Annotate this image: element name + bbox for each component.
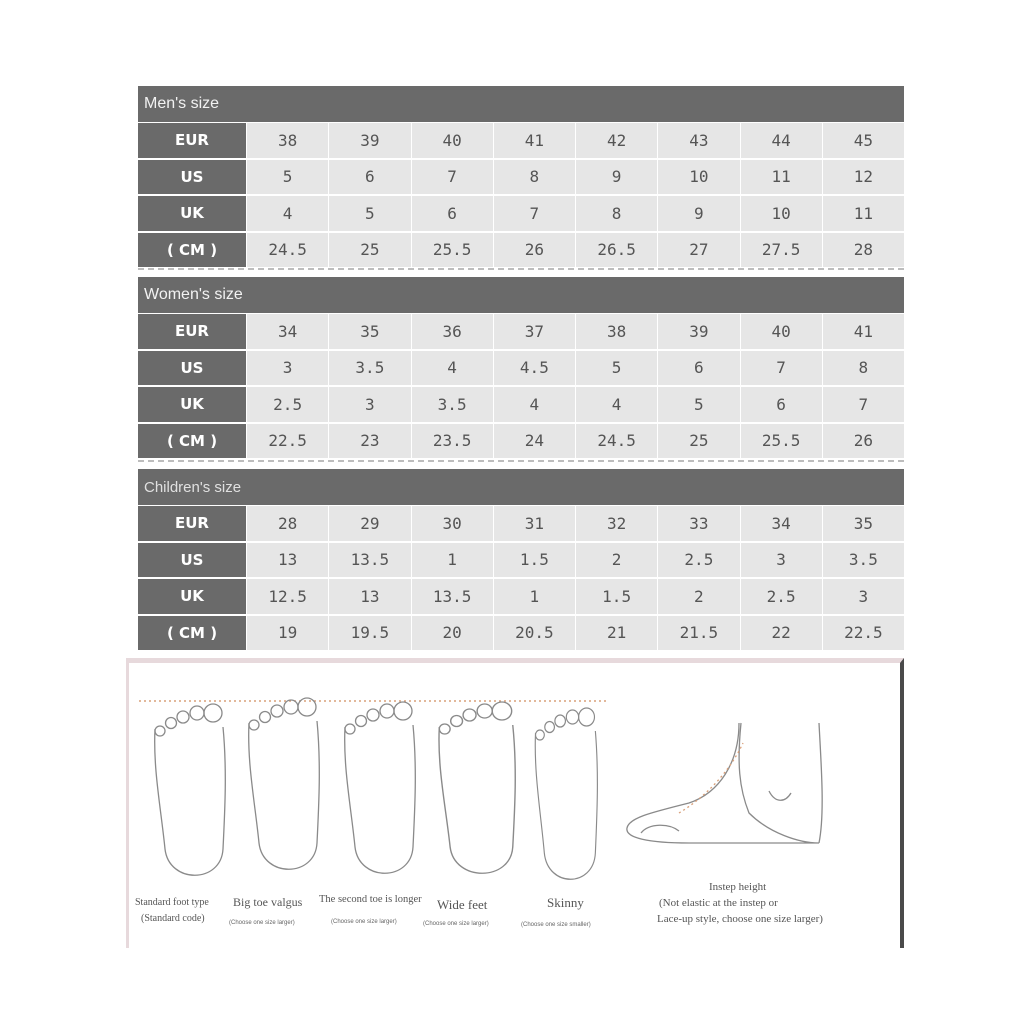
foot-types-panel bbox=[126, 658, 904, 948]
row-label-uk: UK bbox=[138, 579, 246, 614]
size-cell: 37 bbox=[494, 314, 575, 349]
size-cell: 41 bbox=[823, 314, 904, 349]
foot-outline-icon bbox=[345, 702, 416, 873]
row-label-uk: UK bbox=[138, 387, 246, 422]
childrens-size-table bbox=[138, 505, 904, 650]
size-cell: 3 bbox=[329, 387, 410, 422]
big-toe-label: Big toe valgus bbox=[233, 895, 303, 909]
size-cell: 25 bbox=[329, 233, 410, 268]
size-cell: 11 bbox=[741, 160, 822, 195]
size-cell: 13.5 bbox=[329, 543, 410, 578]
size-cell: 21.5 bbox=[658, 616, 739, 651]
size-cell: 32 bbox=[576, 506, 657, 541]
second-toe-label: The second toe is longer bbox=[319, 894, 422, 905]
size-cell: 36 bbox=[412, 314, 493, 349]
size-cell: 13 bbox=[329, 579, 410, 614]
size-cell: 7 bbox=[823, 387, 904, 422]
size-cell: 26 bbox=[494, 233, 575, 268]
size-cell: 6 bbox=[658, 351, 739, 386]
instep-height-label: Instep height bbox=[709, 881, 767, 893]
size-cell: 13 bbox=[247, 543, 328, 578]
childrens-size-header: Children's size bbox=[138, 469, 904, 505]
size-cell: 22 bbox=[741, 616, 822, 651]
size-cell: 34 bbox=[247, 314, 328, 349]
row-label-us: US bbox=[138, 160, 246, 195]
row-label-cm: ( CM ) bbox=[138, 616, 246, 651]
row-label-uk: UK bbox=[138, 196, 246, 231]
size-cell: 3.5 bbox=[329, 351, 410, 386]
size-cell: 8 bbox=[494, 160, 575, 195]
size-cell: 7 bbox=[494, 196, 575, 231]
size-cell: 40 bbox=[412, 123, 493, 158]
womens-size-section bbox=[138, 277, 904, 458]
second-toe-sub: (Choose one size larger) bbox=[331, 919, 397, 925]
size-cell: 2 bbox=[658, 579, 739, 614]
size-cell: 25 bbox=[658, 424, 739, 459]
size-cell: 6 bbox=[329, 160, 410, 195]
size-cell: 23.5 bbox=[412, 424, 493, 459]
size-cell: 19.5 bbox=[329, 616, 410, 651]
row-label-eur: EUR bbox=[138, 506, 246, 541]
childrens-size-section bbox=[138, 469, 904, 650]
row-label-us: US bbox=[138, 351, 246, 386]
size-cell: 19 bbox=[247, 616, 328, 651]
size-cell: 11 bbox=[823, 196, 904, 231]
size-cell: 2.5 bbox=[247, 387, 328, 422]
size-cell: 9 bbox=[658, 196, 739, 231]
size-cell: 25.5 bbox=[741, 424, 822, 459]
size-cell: 33 bbox=[658, 506, 739, 541]
size-cell: 27 bbox=[658, 233, 739, 268]
size-cell: 6 bbox=[412, 196, 493, 231]
size-cell: 44 bbox=[741, 123, 822, 158]
foot-outline-icon bbox=[535, 708, 597, 879]
size-cell: 2 bbox=[576, 543, 657, 578]
size-cell: 38 bbox=[247, 123, 328, 158]
size-cell: 21 bbox=[576, 616, 657, 651]
row-label-eur: EUR bbox=[138, 314, 246, 349]
size-cell: 9 bbox=[576, 160, 657, 195]
size-cell: 1.5 bbox=[494, 543, 575, 578]
size-cell: 7 bbox=[741, 351, 822, 386]
skinny-sub: (Choose one size smaller) bbox=[521, 922, 591, 928]
size-cell: 38 bbox=[576, 314, 657, 349]
size-cell: 25.5 bbox=[412, 233, 493, 268]
size-cell: 4 bbox=[412, 351, 493, 386]
size-cell: 41 bbox=[494, 123, 575, 158]
foot-outline-icon bbox=[155, 704, 226, 875]
row-label-cm: ( CM ) bbox=[138, 233, 246, 268]
row-label-eur: EUR bbox=[138, 123, 246, 158]
row-label-us: US bbox=[138, 543, 246, 578]
size-cell: 22.5 bbox=[247, 424, 328, 459]
standard-foot-label: Standard foot type bbox=[135, 897, 209, 908]
big-toe-sub: (Choose one size larger) bbox=[229, 920, 295, 926]
foot-outline-icon bbox=[439, 702, 515, 873]
size-cell: 27.5 bbox=[741, 233, 822, 268]
size-cell: 23 bbox=[329, 424, 410, 459]
size-cell: 29 bbox=[329, 506, 410, 541]
size-cell: 5 bbox=[247, 160, 328, 195]
skinny-label: Skinny bbox=[547, 895, 584, 910]
row-label-cm: ( CM ) bbox=[138, 424, 246, 459]
size-cell: 2.5 bbox=[658, 543, 739, 578]
size-cell: 26 bbox=[823, 424, 904, 459]
size-cell: 22.5 bbox=[823, 616, 904, 651]
size-cell: 4 bbox=[494, 387, 575, 422]
section-divider bbox=[138, 460, 904, 462]
size-cell: 24.5 bbox=[576, 424, 657, 459]
wide-feet-sub: (Choose one size larger) bbox=[423, 921, 489, 927]
mens-size-section bbox=[138, 86, 904, 267]
size-cell: 1.5 bbox=[576, 579, 657, 614]
size-cell: 10 bbox=[741, 196, 822, 231]
size-cell: 10 bbox=[658, 160, 739, 195]
size-cell: 4 bbox=[247, 196, 328, 231]
size-cell: 35 bbox=[329, 314, 410, 349]
mens-size-header: Men's size bbox=[138, 86, 904, 122]
size-cell: 8 bbox=[576, 196, 657, 231]
size-cell: 1 bbox=[412, 543, 493, 578]
size-cell: 35 bbox=[823, 506, 904, 541]
size-cell: 5 bbox=[329, 196, 410, 231]
size-cell: 3.5 bbox=[412, 387, 493, 422]
size-cell: 4 bbox=[576, 387, 657, 422]
size-cell: 42 bbox=[576, 123, 657, 158]
size-cell: 5 bbox=[658, 387, 739, 422]
size-cell: 39 bbox=[329, 123, 410, 158]
size-cell: 20.5 bbox=[494, 616, 575, 651]
size-cell: 30 bbox=[412, 506, 493, 541]
size-cell: 26.5 bbox=[576, 233, 657, 268]
womens-size-header: Women's size bbox=[138, 277, 904, 313]
wide-feet-label: Wide feet bbox=[437, 897, 488, 912]
size-cell: 3.5 bbox=[823, 543, 904, 578]
size-cell: 3 bbox=[823, 579, 904, 614]
size-cell: 13.5 bbox=[412, 579, 493, 614]
section-divider bbox=[138, 268, 904, 270]
size-cell: 6 bbox=[741, 387, 822, 422]
size-cell: 20 bbox=[412, 616, 493, 651]
size-cell: 7 bbox=[412, 160, 493, 195]
side-foot-icon bbox=[627, 723, 822, 843]
mens-size-table bbox=[138, 122, 904, 267]
size-cell: 31 bbox=[494, 506, 575, 541]
womens-size-table bbox=[138, 313, 904, 458]
size-cell: 8 bbox=[823, 351, 904, 386]
size-cell: 34 bbox=[741, 506, 822, 541]
size-cell: 2.5 bbox=[741, 579, 822, 614]
size-cell: 28 bbox=[823, 233, 904, 268]
instep-note-line2: Lace-up style, choose one size larger) bbox=[657, 913, 823, 925]
standard-foot-sub: (Standard code) bbox=[141, 913, 205, 924]
size-cell: 40 bbox=[741, 314, 822, 349]
size-cell: 45 bbox=[823, 123, 904, 158]
size-cell: 3 bbox=[247, 351, 328, 386]
size-cell: 3 bbox=[741, 543, 822, 578]
size-cell: 5 bbox=[576, 351, 657, 386]
size-cell: 1 bbox=[494, 579, 575, 614]
size-cell: 43 bbox=[658, 123, 739, 158]
size-cell: 28 bbox=[247, 506, 328, 541]
size-cell: 39 bbox=[658, 314, 739, 349]
foot-outline-icon bbox=[249, 698, 320, 869]
size-cell: 4.5 bbox=[494, 351, 575, 386]
size-cell: 24.5 bbox=[247, 233, 328, 268]
size-cell: 12.5 bbox=[247, 579, 328, 614]
instep-note-line1: (Not elastic at the instep or bbox=[659, 897, 778, 909]
size-cell: 12 bbox=[823, 160, 904, 195]
size-cell: 24 bbox=[494, 424, 575, 459]
